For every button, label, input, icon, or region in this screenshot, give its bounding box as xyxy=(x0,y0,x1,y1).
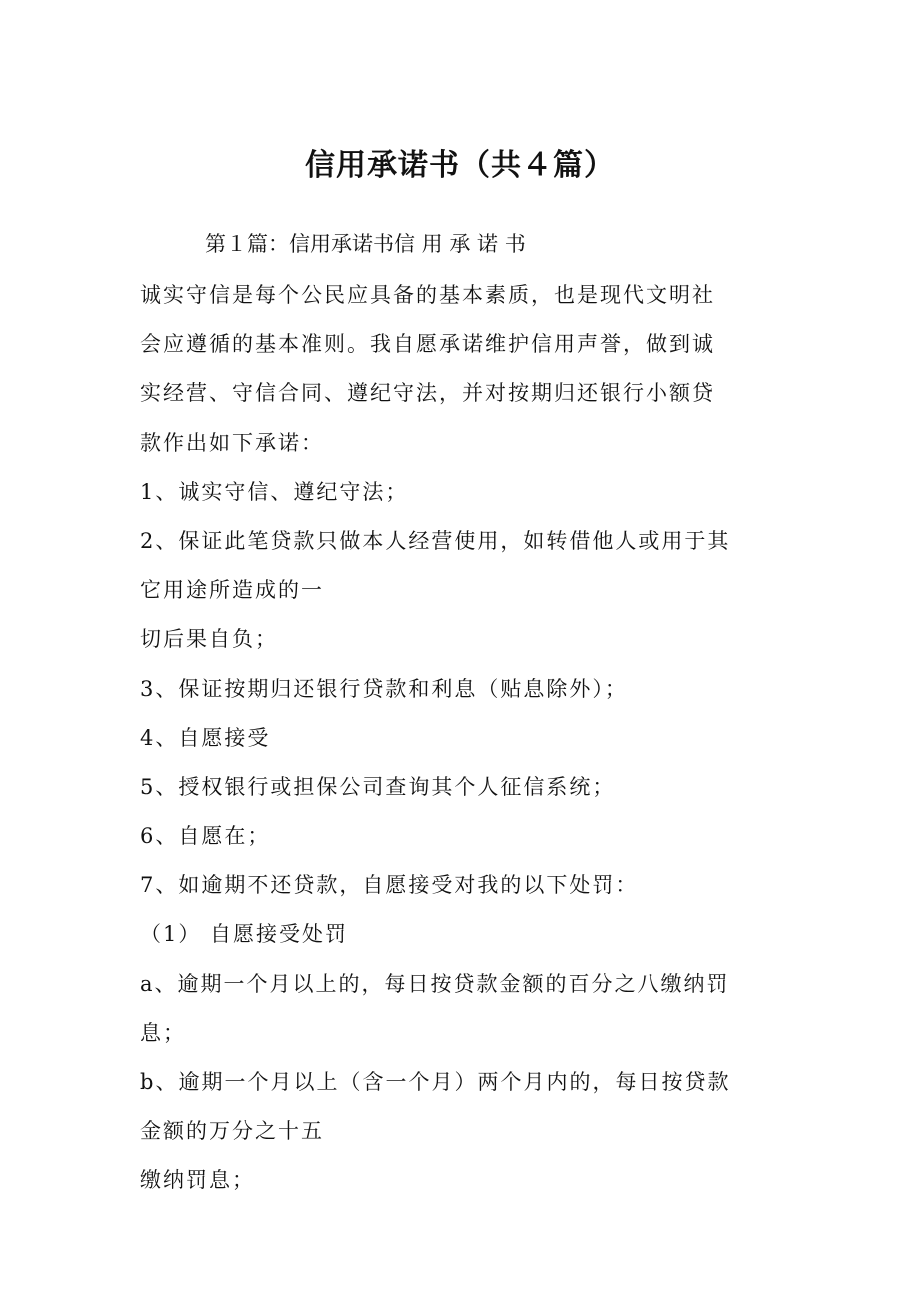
document-subtitle: 第１篇：信用承诺书信 用 承 诺 书 xyxy=(205,232,526,256)
body-line: 4、自愿接受 xyxy=(140,725,271,750)
body-line: 5、授权银行或担保公司查询其个人征信系统； xyxy=(140,774,616,799)
body-line: 缴纳罚息； xyxy=(140,1168,255,1193)
body-line: 诚实守信是每个公民应具备的基本素质，也是现代文明社 xyxy=(140,283,715,307)
body-line: 6、自愿在； xyxy=(140,824,271,849)
body-line: 切后果自负； xyxy=(140,627,278,652)
body-line: 7、如逾期不还贷款，自愿接受对我的以下处罚： xyxy=(140,873,639,898)
body-line: 会应遵循的基本准则。我自愿承诺维护信用声誉，做到诚 xyxy=(140,332,715,357)
body-line: 金额的万分之十五 xyxy=(140,1119,324,1144)
body-line: 息； xyxy=(140,1020,186,1045)
body-line: b、逾期一个月以上（含一个月）两个月内的，每日按贷款 xyxy=(140,1070,731,1094)
body-line: 它用途所造成的一 xyxy=(140,578,324,603)
body-line: a、逾期一个月以上的，每日按贷款金额的百分之八缴纳罚 xyxy=(140,971,730,996)
body-line: 实经营、守信合同、遵纪守法，并对按期归还银行小额贷 xyxy=(140,381,715,406)
body-line: 2、保证此笔贷款只做本人经营使用，如转借他人或用于其 xyxy=(140,528,731,553)
body-line: 款作出如下承诺： xyxy=(140,430,324,455)
body-line: （1） 自愿接受处罚 xyxy=(140,922,349,947)
body-line: 1、诚实守信、遵纪守法； xyxy=(140,479,409,504)
document-body xyxy=(140,275,780,1210)
body-line: 3、保证按期归还银行贷款和利息（贴息除外）； xyxy=(140,676,628,701)
document-title: 信用承诺书（共４篇） xyxy=(305,148,615,183)
